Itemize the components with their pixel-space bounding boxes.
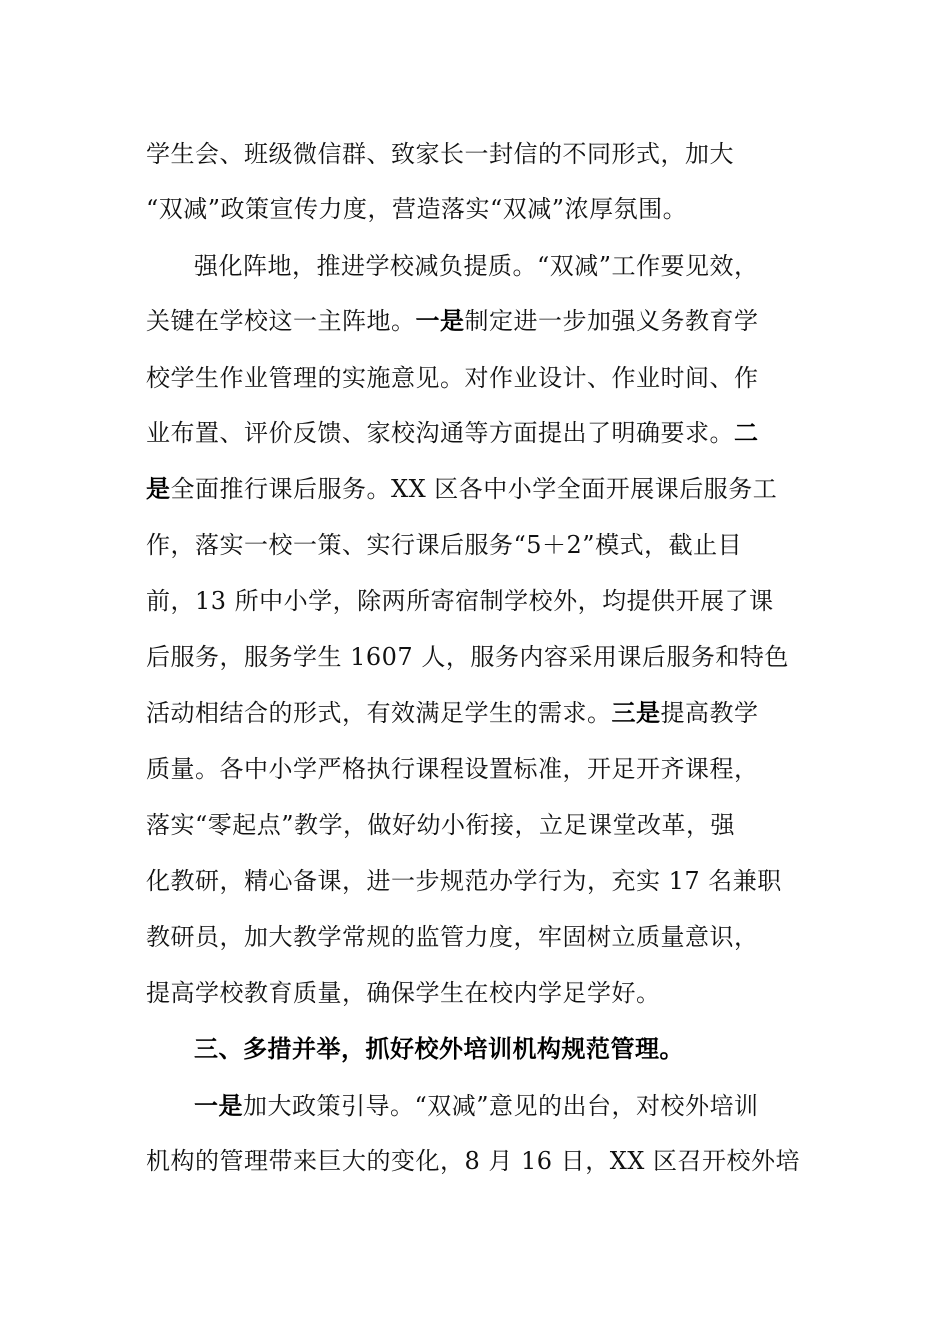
section-heading: [194, 1029, 684, 1069]
text-run: 校学生作业管理的实施意见。对作业设计、作业时间、作: [146, 364, 759, 392]
bold-marker: 是: [146, 474, 171, 503]
text-run: 活动相结合的形式，有效满足学生的需求。: [146, 699, 612, 727]
bold-marker: 一是: [194, 1091, 243, 1120]
bold-marker: 三是: [611, 698, 661, 727]
paragraph-first-line: [194, 1086, 759, 1126]
text-run: 落实“零起点”教学，做好幼小衔接，立足课堂改革，强: [146, 811, 736, 839]
text-line: [146, 861, 782, 901]
text-run: 全面推行课后服务。XX 区各中小学全面开展课后服务工: [170, 475, 778, 503]
text-run: 机构的管理带来巨大的变化，8 月 16 日，XX 区召开校外培: [146, 1147, 800, 1175]
text-run: 化教研，精心备课，进一步规范办学行为，充实 17 名兼职: [146, 867, 782, 895]
text-run: 提高学校教育质量，确保学生在校内学足学好。: [146, 979, 661, 1007]
text-run: 质量。各中小学严格执行课程设置标准，开足开齐课程，: [146, 755, 759, 783]
text-run: 强化阵地，推进学校减负提质。“双减”工作要见效，: [194, 252, 759, 280]
text-run: 加大政策引导。“双减”意见的出台，对校外培训: [243, 1092, 759, 1120]
text-line: [146, 189, 687, 229]
text-line: [146, 973, 661, 1013]
text-run: 业布置、评价反馈、家校沟通等方面提出了明确要求。: [146, 419, 734, 447]
heading-text: 三、多措并举，抓好校外培训机构规范管理。: [194, 1034, 684, 1063]
text-line: [146, 358, 759, 398]
text-line: [146, 469, 777, 509]
text-line: [146, 637, 789, 677]
text-line: [146, 749, 759, 789]
text-run: 制定进一步加强义务教育学: [464, 307, 759, 335]
text-line: [146, 581, 774, 621]
text-run: 提高教学: [660, 699, 759, 727]
text-line: [146, 525, 742, 565]
text-run: 后服务，服务学生 1607 人，服务内容采用课后服务和特色: [146, 643, 789, 671]
text-run: “双减”政策宣传力度，营造落实“双减”浓厚氛围。: [146, 195, 688, 223]
text-line: [146, 134, 734, 174]
text-run: 学生会、班级微信群、致家长一封信的不同形式，加大: [146, 140, 734, 168]
bold-marker: 二: [734, 418, 759, 447]
text-run: 教研员，加大教学常规的监管力度，牢固树立质量意识，: [146, 923, 759, 951]
text-run: 作，落实一校一策、实行课后服务“5＋2”模式，截止目: [146, 531, 743, 559]
text-line: [146, 413, 759, 453]
text-line: [146, 917, 759, 957]
paragraph-first-line: [194, 246, 759, 286]
text-line: [146, 1141, 800, 1181]
text-line: [146, 693, 759, 733]
text-run: 关键在学校这一主阵地。: [146, 307, 416, 335]
text-line: [146, 301, 759, 341]
text-run: 前，13 所中小学，除两所寄宿制学校外，均提供开展了课: [146, 587, 774, 615]
text-line: [146, 805, 735, 845]
bold-marker: 一是: [415, 306, 465, 335]
